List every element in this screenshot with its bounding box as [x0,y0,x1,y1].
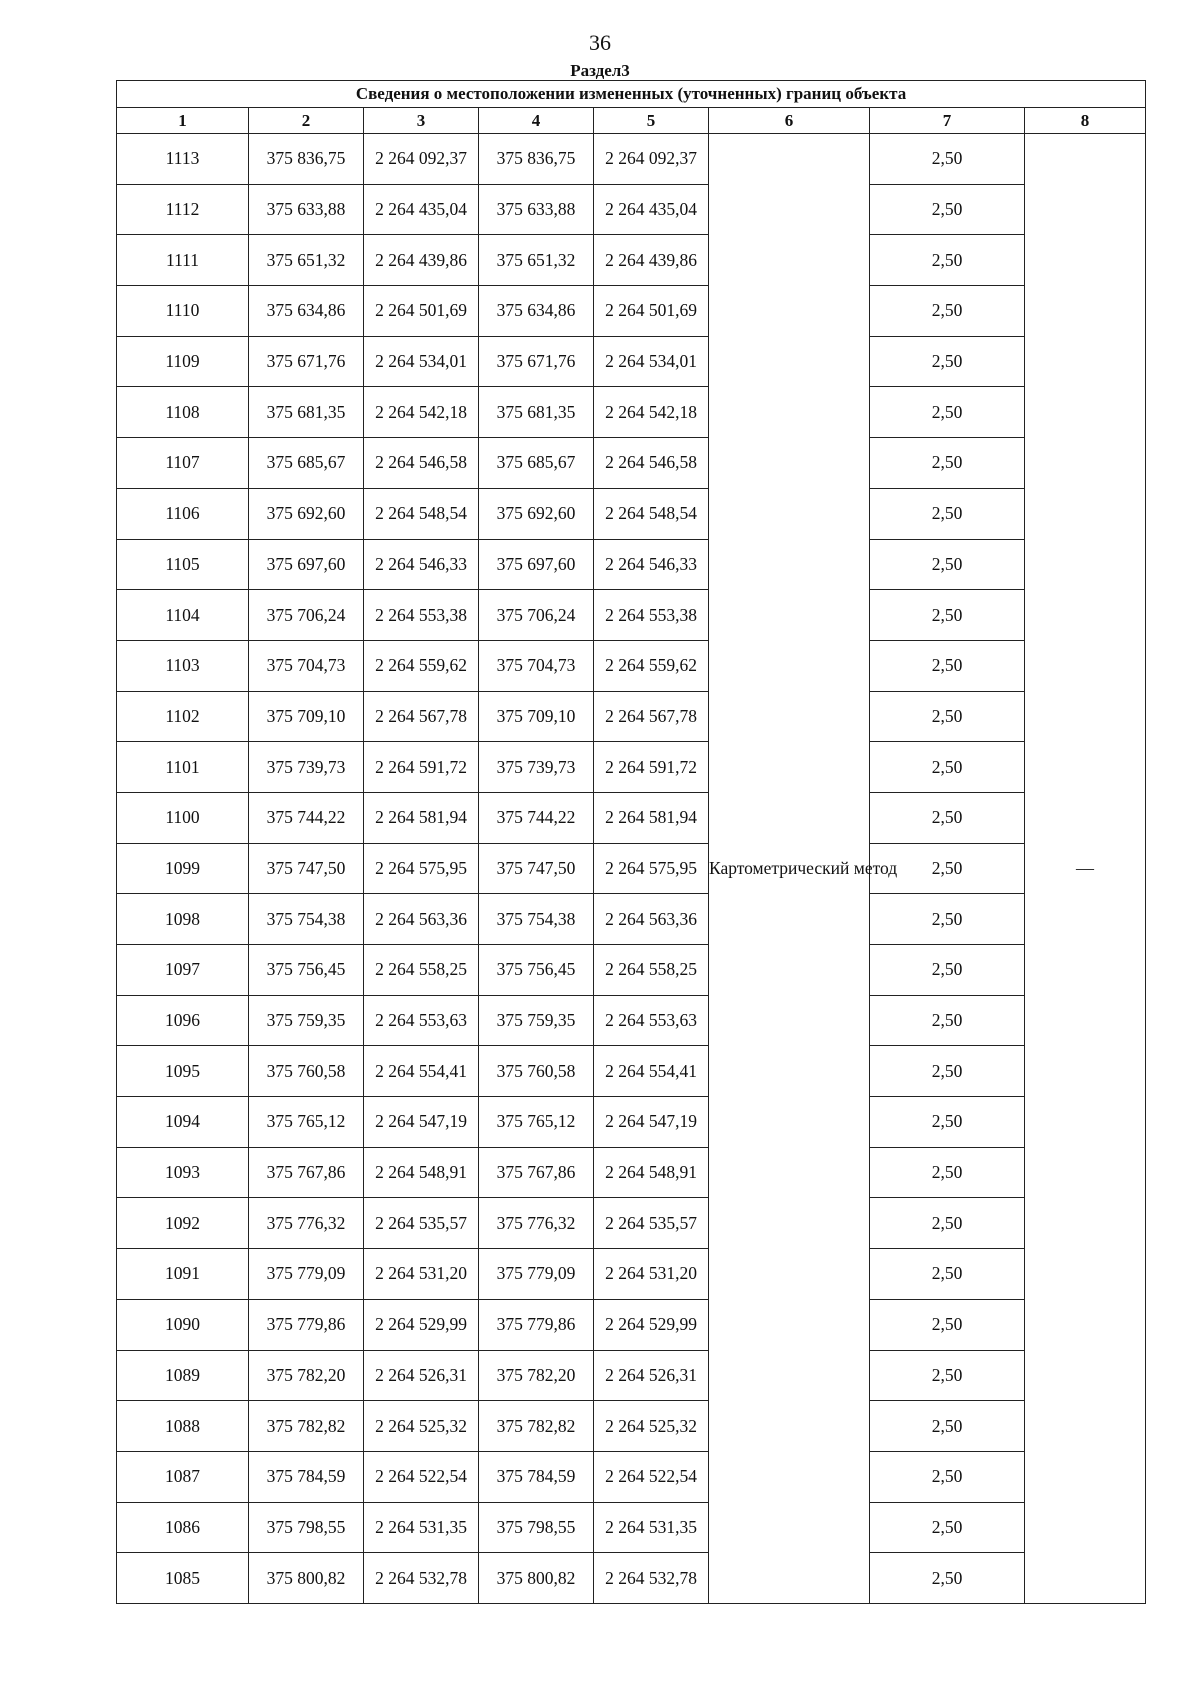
x-new-coordinate-cell: 375 744,22 [479,792,594,843]
x-coordinate-cell: 375 779,86 [249,1299,364,1350]
table-row [117,995,1146,1046]
x-coordinate-cell: 375 739,73 [249,742,364,793]
x-coordinate-cell: 375 744,22 [249,792,364,843]
x-coordinate-cell: 375 692,60 [249,488,364,539]
point-number-cell: 1093 [117,1147,249,1198]
point-number-cell: 1094 [117,1097,249,1148]
point-number-cell: 1096 [117,995,249,1046]
accuracy-cell: 2,50 [870,1249,1025,1300]
x-new-coordinate-cell: 375 776,32 [479,1198,594,1249]
y-new-coordinate-cell: 2 264 558,25 [594,945,709,996]
point-number-cell: 1103 [117,640,249,691]
accuracy-cell: 2,50 [870,995,1025,1046]
y-new-coordinate-cell: 2 264 546,33 [594,539,709,590]
x-new-coordinate-cell: 375 767,86 [479,1147,594,1198]
point-number-cell: 1105 [117,539,249,590]
y-new-coordinate-cell: 2 264 548,91 [594,1147,709,1198]
table-row [117,1451,1146,1502]
accuracy-cell: 2,50 [870,184,1025,235]
accuracy-cell: 2,50 [870,336,1025,387]
table-row [117,843,1146,894]
accuracy-cell: 2,50 [870,1198,1025,1249]
x-new-coordinate-cell: 375 747,50 [479,843,594,894]
accuracy-cell: 2,50 [870,438,1025,489]
column-header: 7 [870,108,1025,134]
y-coordinate-cell: 2 264 532,78 [364,1553,479,1604]
point-number-cell: 1092 [117,1198,249,1249]
accuracy-cell: 2,50 [870,792,1025,843]
y-coordinate-cell: 2 264 547,19 [364,1097,479,1148]
table-row [117,539,1146,590]
page-number: 36 [589,30,611,55]
x-coordinate-cell: 375 782,20 [249,1350,364,1401]
accuracy-cell: 2,50 [870,945,1025,996]
x-new-coordinate-cell: 375 836,75 [479,134,594,185]
point-number-cell: 1102 [117,691,249,742]
y-coordinate-cell: 2 264 548,54 [364,488,479,539]
x-new-coordinate-cell: 375 784,59 [479,1451,594,1502]
x-new-coordinate-cell: 375 760,58 [479,1046,594,1097]
x-new-coordinate-cell: 375 706,24 [479,590,594,641]
table-row [117,691,1146,742]
y-new-coordinate-cell: 2 264 526,31 [594,1350,709,1401]
y-coordinate-cell: 2 264 546,58 [364,438,479,489]
x-coordinate-cell: 375 779,09 [249,1249,364,1300]
table-row [117,1046,1146,1097]
x-new-coordinate-cell: 375 671,76 [479,336,594,387]
table-row [117,438,1146,489]
point-number-cell: 1095 [117,1046,249,1097]
y-coordinate-cell: 2 264 558,25 [364,945,479,996]
table-row [117,1401,1146,1452]
accuracy-cell: 2,50 [870,488,1025,539]
y-coordinate-cell: 2 264 525,32 [364,1401,479,1452]
point-number-cell: 1107 [117,438,249,489]
accuracy-cell: 2,50 [870,1299,1025,1350]
point-number-cell: 1110 [117,286,249,337]
point-number-cell: 1085 [117,1553,249,1604]
y-new-coordinate-cell: 2 264 591,72 [594,742,709,793]
x-coordinate-cell: 375 765,12 [249,1097,364,1148]
x-coordinate-cell: 375 633,88 [249,184,364,235]
y-coordinate-cell: 2 264 531,35 [364,1502,479,1553]
accuracy-cell: 2,50 [870,387,1025,438]
table-title: Сведения о местоположении измененных (уточненных) границ объекта [117,81,1146,108]
accuracy-cell: 2,50 [870,1401,1025,1452]
point-number-cell: 1104 [117,590,249,641]
table-row [117,387,1146,438]
x-coordinate-cell: 375 747,50 [249,843,364,894]
y-new-coordinate-cell: 2 264 522,54 [594,1451,709,1502]
point-number-cell: 1089 [117,1350,249,1401]
y-coordinate-cell: 2 264 435,04 [364,184,479,235]
accuracy-cell: 2,50 [870,1502,1025,1553]
x-new-coordinate-cell: 375 756,45 [479,945,594,996]
x-coordinate-cell: 375 704,73 [249,640,364,691]
x-new-coordinate-cell: 375 779,86 [479,1299,594,1350]
column-header: 3 [364,108,479,134]
table-row [117,488,1146,539]
boundary-coordinates-table [116,80,1146,1604]
point-number-cell: 1086 [117,1502,249,1553]
column-header: 1 [117,108,249,134]
x-coordinate-cell: 375 754,38 [249,894,364,945]
accuracy-cell: 2,50 [870,590,1025,641]
point-number-cell: 1097 [117,945,249,996]
column-header: 5 [594,108,709,134]
y-coordinate-cell: 2 264 526,31 [364,1350,479,1401]
table-row [117,184,1146,235]
note-cell: — [1025,134,1146,1604]
x-new-coordinate-cell: 375 633,88 [479,184,594,235]
point-number-cell: 1109 [117,336,249,387]
x-coordinate-cell: 375 651,32 [249,235,364,286]
x-new-coordinate-cell: 375 634,86 [479,286,594,337]
section-label: Раздел3 [570,61,630,80]
x-coordinate-cell: 375 776,32 [249,1198,364,1249]
x-coordinate-cell: 375 681,35 [249,387,364,438]
point-number-cell: 1098 [117,894,249,945]
x-new-coordinate-cell: 375 704,73 [479,640,594,691]
x-new-coordinate-cell: 375 782,82 [479,1401,594,1452]
table-row [117,590,1146,641]
x-coordinate-cell: 375 798,55 [249,1502,364,1553]
y-new-coordinate-cell: 2 264 535,57 [594,1198,709,1249]
table-row [117,1097,1146,1148]
y-coordinate-cell: 2 264 522,54 [364,1451,479,1502]
x-coordinate-cell: 375 697,60 [249,539,364,590]
x-coordinate-cell: 375 756,45 [249,945,364,996]
table-row [117,1502,1146,1553]
y-coordinate-cell: 2 264 591,72 [364,742,479,793]
x-coordinate-cell: 375 671,76 [249,336,364,387]
column-header: 4 [479,108,594,134]
x-new-coordinate-cell: 375 798,55 [479,1502,594,1553]
y-new-coordinate-cell: 2 264 531,35 [594,1502,709,1553]
x-new-coordinate-cell: 375 685,67 [479,438,594,489]
y-new-coordinate-cell: 2 264 575,95 [594,843,709,894]
table-row [117,640,1146,691]
y-coordinate-cell: 2 264 581,94 [364,792,479,843]
y-coordinate-cell: 2 264 542,18 [364,387,479,438]
table-row [117,336,1146,387]
x-new-coordinate-cell: 375 681,35 [479,387,594,438]
x-coordinate-cell: 375 759,35 [249,995,364,1046]
accuracy-cell: 2,50 [870,843,1025,894]
x-new-coordinate-cell: 375 765,12 [479,1097,594,1148]
accuracy-cell: 2,50 [870,286,1025,337]
y-new-coordinate-cell: 2 264 542,18 [594,387,709,438]
y-coordinate-cell: 2 264 531,20 [364,1249,479,1300]
y-new-coordinate-cell: 2 264 525,32 [594,1401,709,1452]
point-number-cell: 1088 [117,1401,249,1452]
x-new-coordinate-cell: 375 692,60 [479,488,594,539]
table-row [117,1147,1146,1198]
accuracy-cell: 2,50 [870,742,1025,793]
accuracy-cell: 2,50 [870,1350,1025,1401]
column-header: 6 [709,108,870,134]
y-coordinate-cell: 2 264 535,57 [364,1198,479,1249]
accuracy-cell: 2,50 [870,539,1025,590]
column-header-row [117,108,1146,134]
table-row [117,235,1146,286]
table-row [117,1299,1146,1350]
y-coordinate-cell: 2 264 559,62 [364,640,479,691]
y-new-coordinate-cell: 2 264 439,86 [594,235,709,286]
table-row [117,134,1146,185]
y-new-coordinate-cell: 2 264 435,04 [594,184,709,235]
x-coordinate-cell: 375 800,82 [249,1553,364,1604]
x-coordinate-cell: 375 634,86 [249,286,364,337]
table-row [117,742,1146,793]
accuracy-cell: 2,50 [870,1147,1025,1198]
point-number-cell: 1113 [117,134,249,185]
y-new-coordinate-cell: 2 264 532,78 [594,1553,709,1604]
y-coordinate-cell: 2 264 534,01 [364,336,479,387]
point-number-cell: 1090 [117,1299,249,1350]
y-new-coordinate-cell: 2 264 534,01 [594,336,709,387]
y-new-coordinate-cell: 2 264 547,19 [594,1097,709,1148]
accuracy-cell: 2,50 [870,134,1025,185]
y-coordinate-cell: 2 264 567,78 [364,691,479,742]
y-new-coordinate-cell: 2 264 546,58 [594,438,709,489]
x-new-coordinate-cell: 375 754,38 [479,894,594,945]
y-new-coordinate-cell: 2 264 563,36 [594,894,709,945]
y-coordinate-cell: 2 264 546,33 [364,539,479,590]
table-row [117,1350,1146,1401]
accuracy-cell: 2,50 [870,894,1025,945]
table-row [117,1553,1146,1604]
y-coordinate-cell: 2 264 575,95 [364,843,479,894]
x-new-coordinate-cell: 375 782,20 [479,1350,594,1401]
y-new-coordinate-cell: 2 264 531,20 [594,1249,709,1300]
table-row [117,894,1146,945]
x-coordinate-cell: 375 767,86 [249,1147,364,1198]
x-new-coordinate-cell: 375 759,35 [479,995,594,1046]
y-new-coordinate-cell: 2 264 529,99 [594,1299,709,1350]
accuracy-cell: 2,50 [870,1451,1025,1502]
x-new-coordinate-cell: 375 800,82 [479,1553,594,1604]
y-coordinate-cell: 2 264 529,99 [364,1299,479,1350]
point-number-cell: 1106 [117,488,249,539]
x-new-coordinate-cell: 375 697,60 [479,539,594,590]
y-new-coordinate-cell: 2 264 559,62 [594,640,709,691]
method-cell: Картометрический метод [709,134,870,1604]
y-new-coordinate-cell: 2 264 554,41 [594,1046,709,1097]
y-coordinate-cell: 2 264 439,86 [364,235,479,286]
y-new-coordinate-cell: 2 264 567,78 [594,691,709,742]
y-coordinate-cell: 2 264 548,91 [364,1147,479,1198]
table-row [117,792,1146,843]
accuracy-cell: 2,50 [870,1046,1025,1097]
point-number-cell: 1111 [117,235,249,286]
y-new-coordinate-cell: 2 264 553,38 [594,590,709,641]
column-header: 2 [249,108,364,134]
y-coordinate-cell: 2 264 554,41 [364,1046,479,1097]
y-coordinate-cell: 2 264 553,38 [364,590,479,641]
x-coordinate-cell: 375 784,59 [249,1451,364,1502]
x-new-coordinate-cell: 375 779,09 [479,1249,594,1300]
y-new-coordinate-cell: 2 264 501,69 [594,286,709,337]
table-body [117,134,1146,1604]
x-coordinate-cell: 375 782,82 [249,1401,364,1452]
y-new-coordinate-cell: 2 264 092,37 [594,134,709,185]
table-row [117,1249,1146,1300]
point-number-cell: 1101 [117,742,249,793]
x-coordinate-cell: 375 760,58 [249,1046,364,1097]
y-new-coordinate-cell: 2 264 581,94 [594,792,709,843]
y-new-coordinate-cell: 2 264 553,63 [594,995,709,1046]
y-coordinate-cell: 2 264 563,36 [364,894,479,945]
point-number-cell: 1108 [117,387,249,438]
point-number-cell: 1099 [117,843,249,894]
y-coordinate-cell: 2 264 092,37 [364,134,479,185]
accuracy-cell: 2,50 [870,691,1025,742]
table-row [117,945,1146,996]
y-new-coordinate-cell: 2 264 548,54 [594,488,709,539]
y-coordinate-cell: 2 264 501,69 [364,286,479,337]
table-row [117,1198,1146,1249]
accuracy-cell: 2,50 [870,235,1025,286]
x-new-coordinate-cell: 375 739,73 [479,742,594,793]
x-coordinate-cell: 375 706,24 [249,590,364,641]
x-new-coordinate-cell: 375 651,32 [479,235,594,286]
accuracy-cell: 2,50 [870,1553,1025,1604]
point-number-cell: 1091 [117,1249,249,1300]
point-number-cell: 1100 [117,792,249,843]
column-header: 8 [1025,108,1146,134]
table-row [117,286,1146,337]
x-coordinate-cell: 375 709,10 [249,691,364,742]
accuracy-cell: 2,50 [870,640,1025,691]
x-new-coordinate-cell: 375 709,10 [479,691,594,742]
point-number-cell: 1087 [117,1451,249,1502]
x-coordinate-cell: 375 685,67 [249,438,364,489]
x-coordinate-cell: 375 836,75 [249,134,364,185]
accuracy-cell: 2,50 [870,1097,1025,1148]
y-coordinate-cell: 2 264 553,63 [364,995,479,1046]
point-number-cell: 1112 [117,184,249,235]
